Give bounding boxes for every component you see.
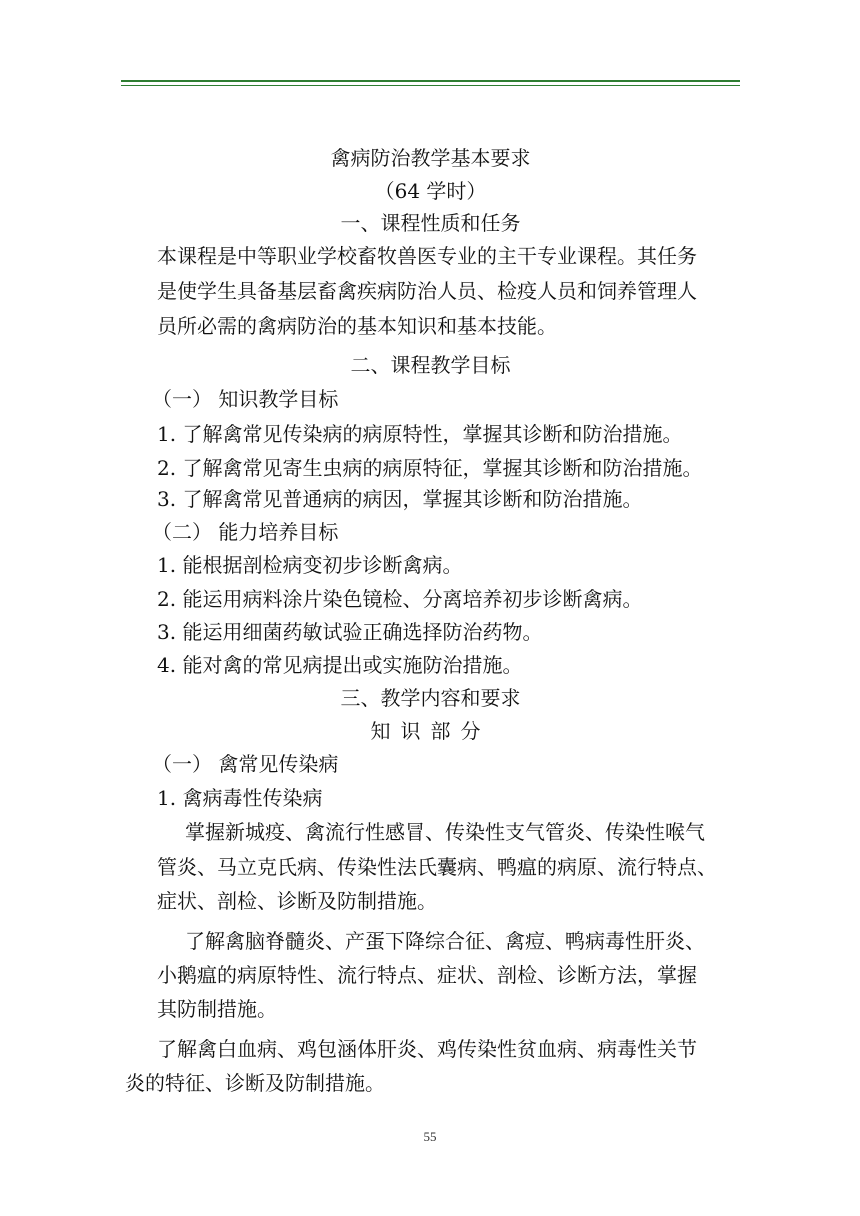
page-number: 55: [423, 1129, 437, 1144]
list-item: 4. 能对禽的常见病提出或实施防治措施。: [157, 653, 523, 677]
list-item: 3. 能运用细菌药敏试验正确选择防治药物。: [157, 620, 543, 644]
header-rule-top: [121, 80, 740, 82]
part-title: 知识部分: [370, 719, 491, 743]
list-item: 1. 了解禽常见传染病的病原特性，掌握其诊断和防治措施。: [157, 422, 683, 446]
subsection-heading: （一） 知识教学目标: [152, 387, 339, 411]
list-item: 1. 能根据剖检病变初步诊断禽病。: [157, 553, 463, 577]
list-item: 3. 了解禽常见普通病的病因，掌握其诊断和防治措施。: [157, 487, 643, 511]
paragraph-line: 症状、剖检、诊断及防制措施。: [157, 889, 437, 913]
paragraph-line: 炎的特征、诊断及防制措施。: [125, 1071, 385, 1095]
header-rule-bottom: [121, 85, 740, 86]
section-2-heading: 二、课程教学目标: [350, 353, 511, 377]
section-1-line: 是使学生具备基层畜禽疾病防治人员、检疫人员和饲养管理人: [157, 279, 697, 303]
section-1-line: 员所必需的禽病防治的基本知识和基本技能。: [157, 314, 557, 338]
paragraph-line: 了解禽脑脊髓炎、产蛋下降综合征、禽痘、鸭病毒性肝炎、: [185, 929, 705, 953]
section-3-heading: 三、教学内容和要求: [340, 686, 521, 710]
list-item: 1. 禽病毒性传染病: [157, 786, 323, 810]
list-item: 2. 了解禽常见寄生虫病的病原特征，掌握其诊断和防治措施。: [157, 456, 703, 480]
list-item: 2. 能运用病料涂片染色镜检、分离培养初步诊断禽病。: [157, 587, 643, 611]
subsection-heading: （二） 能力培养目标: [152, 520, 339, 544]
section-1-heading: 一、课程性质和任务: [340, 211, 521, 235]
paragraph-line: 小鹅瘟的病原特性、流行特点、症状、剖检、诊断方法，掌握: [157, 963, 697, 987]
course-hours: （64 学时）: [374, 179, 487, 203]
document-title: 禽病防治教学基本要求: [330, 146, 531, 170]
section-1-line: 本课程是中等职业学校畜牧兽医专业的主干专业课程。其任务: [157, 244, 697, 268]
paragraph-line: 了解禽白血病、鸡包涵体肝炎、鸡传染性贫血病、病毒性关节: [157, 1037, 697, 1061]
subsection-heading: （一） 禽常见传染病: [152, 752, 339, 776]
paragraph-line: 管炎、马立克氏病、传染性法氏囊病、鸭瘟的病原、流行特点、: [157, 855, 717, 879]
paragraph-line: 掌握新城疫、禽流行性感冒、传染性支气管炎、传染性喉气: [185, 820, 705, 844]
paragraph-line: 其防制措施。: [157, 997, 277, 1021]
